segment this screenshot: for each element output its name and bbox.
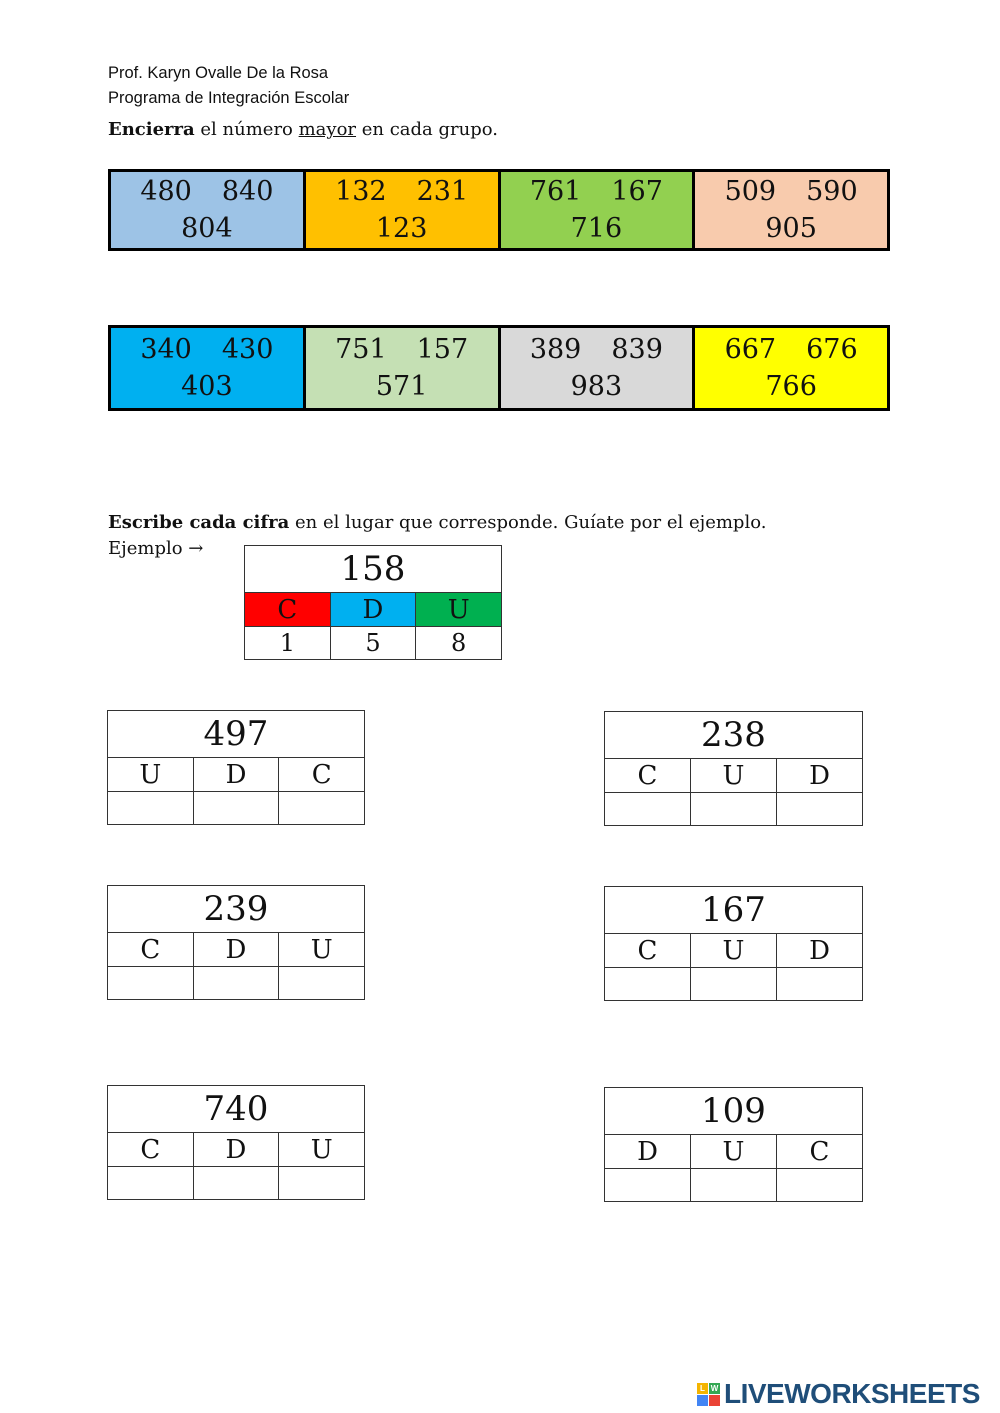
group-number[interactable]: 840 <box>221 176 274 207</box>
header <box>108 61 349 111</box>
group-number[interactable]: 716 <box>570 213 623 244</box>
group-number[interactable]: 839 <box>611 334 663 365</box>
answer-field[interactable] <box>605 968 691 1001</box>
number-group[interactable] <box>695 172 887 248</box>
number-group[interactable] <box>306 328 501 408</box>
exercise-position: D <box>193 758 279 792</box>
exercise-position: U <box>691 934 777 968</box>
answer-field[interactable] <box>777 793 863 826</box>
group-number[interactable]: 132 <box>335 176 387 207</box>
example-digit: 5 <box>330 627 416 660</box>
exercise-position: U <box>691 759 777 793</box>
program-name: Programa de Integración Escolar <box>108 89 350 107</box>
answer-field[interactable] <box>691 1169 777 1202</box>
group-number[interactable]: 403 <box>181 371 233 402</box>
exercise-number: 167 <box>605 887 863 934</box>
group-number[interactable]: 430 <box>221 334 274 365</box>
group-number[interactable]: 804 <box>181 213 233 244</box>
exercise-position: D <box>605 1135 691 1169</box>
answer-field[interactable] <box>777 968 863 1001</box>
exercise-table <box>107 710 365 825</box>
group-number[interactable]: 983 <box>570 371 623 402</box>
exercise-position: D <box>777 934 863 968</box>
exercise-position: C <box>108 933 194 967</box>
answer-field[interactable] <box>777 1169 863 1202</box>
group-number[interactable]: 766 <box>765 371 817 402</box>
group-number[interactable]: 231 <box>416 176 469 207</box>
group-number[interactable]: 590 <box>806 176 858 207</box>
group-number[interactable]: 905 <box>765 213 817 244</box>
answer-field[interactable] <box>691 793 777 826</box>
group-number[interactable]: 751 <box>335 334 387 365</box>
exercise-position: D <box>193 1133 279 1167</box>
exercise-number: 239 <box>108 886 365 933</box>
answer-field[interactable] <box>605 793 691 826</box>
liveworksheets-logo <box>697 1378 980 1410</box>
example-position: U <box>416 593 502 627</box>
exercise-number: 497 <box>108 711 365 758</box>
exercise-number: 740 <box>108 1086 365 1133</box>
instruction-circle-pre: el número <box>194 119 299 140</box>
teacher-name: Prof. Karyn Ovalle De la Rosa <box>108 64 329 82</box>
group-number[interactable]: 761 <box>529 176 582 207</box>
number-group[interactable] <box>111 328 306 408</box>
group-number[interactable]: 667 <box>724 334 777 365</box>
answer-field[interactable] <box>193 792 279 825</box>
logo-icon-tile <box>697 1395 708 1406</box>
example-digit: 8 <box>416 627 502 660</box>
exercise-position: C <box>777 1135 863 1169</box>
logo-icon-tile <box>709 1395 720 1406</box>
exercise-number: 238 <box>605 712 863 759</box>
exercise-position: U <box>279 1133 365 1167</box>
instruction-write <box>108 512 766 533</box>
exercise-position: C <box>605 934 691 968</box>
liveworksheets-icon <box>697 1383 720 1406</box>
instruction-circle-underlined: mayor <box>298 119 357 140</box>
instruction-circle <box>108 119 498 140</box>
exercise-position: D <box>777 759 863 793</box>
answer-field[interactable] <box>193 967 279 1000</box>
exercise-table <box>107 885 365 1000</box>
answer-field[interactable] <box>108 967 194 1000</box>
example-position: C <box>245 593 331 627</box>
exercise-table <box>604 886 863 1001</box>
answer-field[interactable] <box>605 1169 691 1202</box>
group-number[interactable]: 571 <box>375 371 428 402</box>
exercise-table <box>604 1087 863 1202</box>
exercise-position: D <box>193 933 279 967</box>
answer-field[interactable] <box>279 792 365 825</box>
example-digit: 1 <box>245 627 331 660</box>
group-number[interactable]: 167 <box>611 176 663 207</box>
group-number[interactable]: 480 <box>140 176 192 207</box>
answer-field[interactable] <box>193 1167 279 1200</box>
exercise-position: C <box>279 758 365 792</box>
group-number[interactable]: 676 <box>806 334 858 365</box>
instruction-write-bold: Escribe cada cifra <box>108 512 290 533</box>
answer-field[interactable] <box>691 968 777 1001</box>
logo-text: LIVEWORKSHEETS <box>724 1378 980 1409</box>
groups-row-2 <box>108 325 890 411</box>
example-label: Ejemplo → <box>108 538 204 559</box>
instruction-circle-post: en cada grupo. <box>356 119 498 140</box>
exercise-table <box>604 711 863 826</box>
example-table <box>244 545 502 660</box>
exercise-position: C <box>108 1133 194 1167</box>
example-number: 158 <box>245 546 502 593</box>
number-group[interactable] <box>695 328 887 408</box>
answer-field[interactable] <box>108 792 194 825</box>
group-number[interactable]: 389 <box>529 334 582 365</box>
exercise-position: U <box>279 933 365 967</box>
logo-icon-tile: W <box>710 1383 719 1393</box>
number-group[interactable] <box>111 172 306 248</box>
logo-icon-tile: L <box>697 1383 708 1394</box>
group-number[interactable]: 340 <box>140 334 192 365</box>
example-position: D <box>330 593 416 627</box>
group-number[interactable]: 123 <box>375 213 428 244</box>
exercise-number: 109 <box>605 1088 863 1135</box>
exercise-position: U <box>108 758 194 792</box>
instruction-write-rest: en el lugar que corresponde. Guíate por el ejemplo. <box>289 512 767 533</box>
answer-field[interactable] <box>108 1167 194 1200</box>
exercise-position: U <box>691 1135 777 1169</box>
exercise-table <box>107 1085 365 1200</box>
answer-field[interactable] <box>279 1167 365 1200</box>
exercise-position: C <box>605 759 691 793</box>
group-number[interactable]: 157 <box>416 334 469 365</box>
instruction-circle-bold: Encierra <box>108 119 195 140</box>
groups-row-1 <box>108 169 890 251</box>
answer-field[interactable] <box>279 967 365 1000</box>
number-group[interactable] <box>306 172 501 248</box>
number-group[interactable] <box>501 172 696 248</box>
number-group[interactable] <box>501 328 696 408</box>
group-number[interactable]: 509 <box>724 176 777 207</box>
